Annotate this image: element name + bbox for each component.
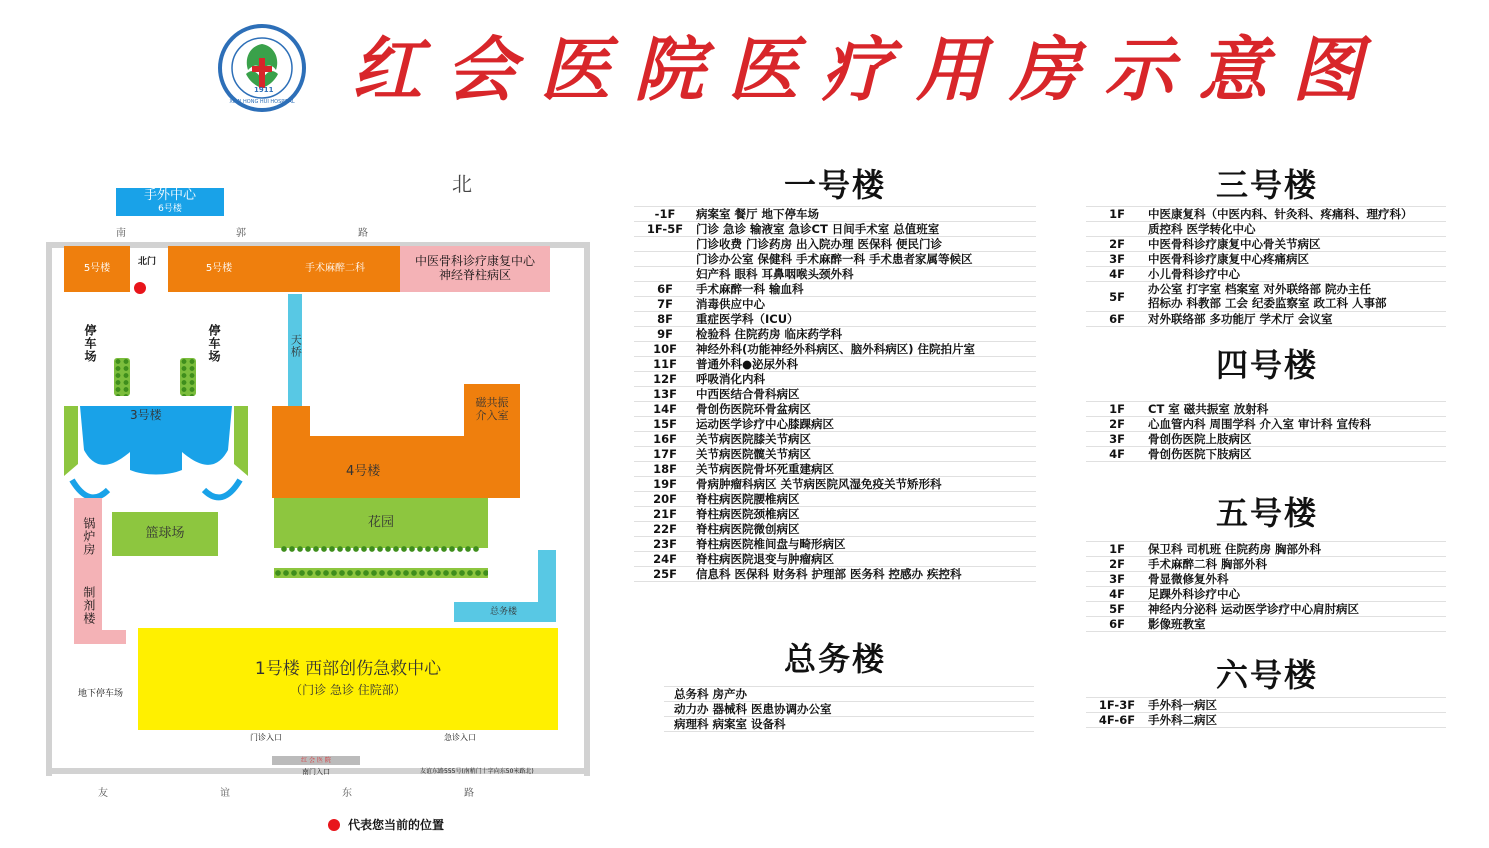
b5-directory-row xyxy=(1086,557,1446,572)
legend-marker xyxy=(328,819,340,831)
department-list: 小儿骨科诊疗中心 xyxy=(1148,267,1240,281)
b1-directory-row xyxy=(634,207,1036,222)
department-list: 中西医结合骨科病区 xyxy=(696,387,800,401)
department-list: 中医骨科诊疗康复中心骨关节病区 xyxy=(1148,237,1321,251)
floor-label: 13F xyxy=(653,387,677,401)
department-list: 关节病医院膝关节病区 xyxy=(696,432,811,446)
page-title: 红会医院医疗用房示意图 xyxy=(352,28,1386,111)
floor-label: 2F xyxy=(1109,557,1125,571)
department-list: 质控科 医学转化中心 xyxy=(1148,222,1256,236)
b1-directory-row xyxy=(634,552,1036,567)
floor-label xyxy=(634,267,696,281)
floor-label: 3F xyxy=(1109,252,1125,266)
floor-label: 3F xyxy=(1109,432,1125,446)
floor-label xyxy=(634,237,696,251)
boiler-label: 锅炉房 xyxy=(81,517,96,556)
address-label: 友谊东路555号(南稍门十字向东50米路北) xyxy=(420,768,534,775)
department-list: 对外联络部 多功能厅 学术厅 会议室 xyxy=(1148,312,1333,326)
department-list: 保卫科 司机班 住院药房 胸部外科 xyxy=(1148,542,1322,556)
b4-directory-row xyxy=(1086,432,1446,447)
building-3 xyxy=(64,406,248,502)
logo-year: 1911 xyxy=(254,86,274,94)
legend-label: 代表您当前的位置 xyxy=(348,818,445,832)
south-road-char-2: 谊 xyxy=(220,788,230,799)
general-directory-row xyxy=(664,702,1034,717)
department-list: 影像班教室 xyxy=(1148,617,1206,631)
department-list: 心血管内科 周围学科 介入室 审计科 宣传科 xyxy=(1148,417,1372,431)
floor-label: 14F xyxy=(653,402,677,416)
building-3-label: 3号楼 xyxy=(130,408,162,422)
floor-label: 8F xyxy=(657,312,673,326)
b1-directory-row xyxy=(634,357,1036,372)
floor-label: 21F xyxy=(653,507,677,521)
b1-directory-row xyxy=(634,297,1036,312)
floor-label: 12F xyxy=(653,372,677,386)
b1-directory-row xyxy=(634,522,1036,537)
pink-link xyxy=(102,630,126,644)
building-1-sub: （门诊 急诊 住院部） xyxy=(290,682,406,697)
department-list: 普通外科●泌尿外科 xyxy=(696,357,799,371)
b3-directory-row xyxy=(1086,252,1446,267)
north-gate-label: 北门 xyxy=(138,257,157,267)
current-location-marker xyxy=(134,282,146,294)
parking-right-label: 停车场 xyxy=(207,324,221,363)
department-list: 门诊办公室 保健科 手术麻醉一科 手术患者家属等候区 xyxy=(696,252,973,266)
south-road-char-4: 路 xyxy=(464,788,474,799)
building-1-label: 1号楼 西部创伤急救中心 xyxy=(254,659,442,680)
floor-label: 16F xyxy=(653,432,677,446)
b4-directory-row xyxy=(1086,417,1446,432)
department-list: 足踝外科诊疗中心 xyxy=(1148,587,1240,601)
hedge-right xyxy=(180,358,196,396)
department-list: 脊柱病医院微创病区 xyxy=(696,522,800,536)
b5-directory-row xyxy=(1086,572,1446,587)
department-list: 病理科 病案室 设备科 xyxy=(674,717,786,731)
b3-directory-row xyxy=(1086,207,1446,222)
b4-title: 四号楼 xyxy=(1216,346,1319,384)
floor-label: 4F xyxy=(1109,587,1125,601)
parking-left-label: 停车场 xyxy=(83,324,97,363)
b5-title: 五号楼 xyxy=(1216,494,1319,532)
floor-label: 17F xyxy=(653,447,677,461)
general-title: 总务楼 xyxy=(784,640,887,678)
skybridge-label: 天桥 xyxy=(289,334,303,358)
general-directory-row xyxy=(664,717,1034,732)
floor-label: 1F xyxy=(1109,542,1125,556)
department-list: 脊柱病医院退变与肿瘤病区 xyxy=(696,552,834,566)
b1-directory-row xyxy=(634,477,1036,492)
b6-directory-row xyxy=(1086,713,1446,728)
tcm-ortho-building xyxy=(400,246,550,292)
b3-directory-row xyxy=(1086,237,1446,252)
spine-label: 神经脊柱病区 xyxy=(438,268,511,282)
floor-label: 22F xyxy=(653,522,677,536)
department-list: 呼吸消化内科 xyxy=(696,372,765,386)
north-indicator: 北 xyxy=(452,172,472,196)
underground-parking-label: 地下停车场 xyxy=(78,689,124,699)
floor-label: 23F xyxy=(653,537,677,551)
b1-directory-row xyxy=(634,402,1036,417)
b1-directory-row xyxy=(634,492,1036,507)
b4-directory xyxy=(1086,401,1446,462)
floor-label: -1F xyxy=(654,207,676,221)
floor-label: 6F xyxy=(1109,617,1125,631)
b1-directory-row xyxy=(634,417,1036,432)
department-list: 重症医学科（ICU） xyxy=(696,312,799,326)
south-road-char-3: 东 xyxy=(342,788,352,799)
floor-label: 24F xyxy=(653,552,677,566)
b1-directory-row xyxy=(634,537,1036,552)
b1-directory-row xyxy=(634,282,1036,297)
hand-center-sub: 6号楼 xyxy=(158,204,182,215)
department-list: 手外科二病区 xyxy=(1148,713,1217,727)
department-list: 手术麻醉二科 胸部外科 xyxy=(1148,557,1268,571)
bush-row-1 xyxy=(280,544,480,554)
b1-directory-row xyxy=(634,237,1036,252)
department-list xyxy=(1148,282,1446,311)
hand-center-building xyxy=(116,188,224,216)
department-list: 脊柱病医院腰椎病区 xyxy=(696,492,800,506)
north-road-char-1: 南 xyxy=(116,228,126,239)
floor-label: 5F xyxy=(1109,602,1125,616)
b1-title: 一号楼 xyxy=(784,166,887,204)
department-list: 运动医学诊疗中心膝踝病区 xyxy=(696,417,834,431)
b4-directory-row xyxy=(1086,447,1446,462)
department-list: 门诊 急诊 输液室 急诊CT 日间手术室 总值班室 xyxy=(696,222,940,236)
department-list: 脊柱病医院椎间盘与畸形病区 xyxy=(696,537,846,551)
b3-title: 三号楼 xyxy=(1216,166,1319,204)
campus-map xyxy=(44,160,596,840)
department-list: 骨创伤医院上肢病区 xyxy=(1148,432,1252,446)
department-list: 脊柱病医院颈椎病区 xyxy=(696,507,800,521)
floor-label: 9F xyxy=(657,327,673,341)
garden-label: 花园 xyxy=(367,515,394,530)
floor-label: 1F-3F xyxy=(1098,698,1136,712)
b1-directory-row xyxy=(634,432,1036,447)
b1-directory-row xyxy=(634,222,1036,237)
floor-label: 4F xyxy=(1109,447,1125,461)
mri-label: 磁共振 xyxy=(475,396,509,410)
intervention-label: 介入室 xyxy=(475,409,509,422)
department-list: 骨创伤医院下肢病区 xyxy=(1148,447,1252,461)
general-directory-row xyxy=(664,687,1034,702)
department-list: 骨病肿瘤科病区 关节病医院风湿免疫关节矫形科 xyxy=(696,477,942,491)
department-list: 骨创伤医院环骨盆病区 xyxy=(696,402,811,416)
general-affairs-building xyxy=(454,550,556,622)
department-line: 招标办 科教部 工会 纪委监察室 政工科 人事部 xyxy=(1148,296,1387,310)
department-list: 中医康复科（中医内科、针灸科、疼痛科、理疗科） xyxy=(1148,207,1413,221)
hospital-logo xyxy=(216,24,308,112)
department-list: 总务科 房产办 xyxy=(674,687,748,701)
b3-directory-row xyxy=(1086,222,1446,237)
floor-label: 5F xyxy=(1109,290,1125,304)
floor-label xyxy=(1086,222,1148,236)
floor-label: 4F xyxy=(1109,267,1125,281)
general-affairs-label: 总务楼 xyxy=(490,607,518,617)
department-list: 骨显微修复外科 xyxy=(1148,572,1229,586)
b5-directory xyxy=(1086,541,1446,632)
floor-label: 3F xyxy=(1109,572,1125,586)
south-gate-sign: 红 会 医 院 xyxy=(272,756,360,765)
floor-label: 6F xyxy=(1109,312,1125,326)
b6-directory-row xyxy=(1086,698,1446,713)
department-list: CT 室 磁共振室 放射科 xyxy=(1148,402,1269,416)
b1-directory-row xyxy=(634,462,1036,477)
building-4-label: 4号楼 xyxy=(346,464,381,479)
building-5-left: 5号楼 xyxy=(64,246,130,292)
north-road-char-2: 郭 xyxy=(236,228,246,239)
b4-directory-row xyxy=(1086,402,1446,417)
floor-label xyxy=(634,252,696,266)
floor-label: 1F xyxy=(1109,402,1125,416)
b1-directory-row xyxy=(634,327,1036,342)
department-list: 关节病医院髋关节病区 xyxy=(696,447,811,461)
department-list: 神经外科(功能神经外科病区、脑外科病区) 住院拍片室 xyxy=(696,342,976,356)
hedge-left xyxy=(114,358,130,396)
b1-directory-row xyxy=(634,567,1036,582)
department-list: 关节病医院骨坏死重建病区 xyxy=(696,462,834,476)
wall-east xyxy=(584,242,590,776)
general-directory xyxy=(664,686,1034,732)
b3-directory-row xyxy=(1086,312,1446,327)
b1-directory-row xyxy=(634,507,1036,522)
department-list: 手术麻醉一科 输血科 xyxy=(696,282,804,296)
floor-label: 11F xyxy=(653,357,677,371)
department-list: 检验科 住院药房 临床药学科 xyxy=(696,327,843,341)
garden xyxy=(274,498,488,548)
b5-directory-row xyxy=(1086,602,1446,617)
skybridge xyxy=(288,294,302,408)
floor-label: 4F-6F xyxy=(1098,713,1136,727)
south-gate-label: 南门入口 xyxy=(302,768,330,776)
b5-directory-row xyxy=(1086,542,1446,557)
floor-label: 10F xyxy=(653,342,677,356)
b3-directory-row xyxy=(1086,267,1446,282)
pharmacy-prep-label: 制剂楼 xyxy=(81,586,96,625)
department-list: 动力办 器械科 医患协调办公室 xyxy=(674,702,832,716)
b6-directory xyxy=(1086,697,1446,728)
building-1 xyxy=(138,628,558,730)
b1-directory-row xyxy=(634,312,1036,327)
department-list: 神经内分泌科 运动医学诊疗中心肩肘病区 xyxy=(1148,602,1360,616)
boiler-pharmacy-building xyxy=(74,498,102,644)
floor-label: 1F xyxy=(1109,207,1125,221)
basketball-court: 篮球场 xyxy=(112,512,218,556)
floor-label: 25F xyxy=(653,567,677,581)
wall-west xyxy=(46,242,52,776)
b5-directory-row xyxy=(1086,617,1446,632)
b1-directory-row xyxy=(634,267,1036,282)
department-list: 门诊收费 门诊药房 出入院办理 医保科 便民门诊 xyxy=(696,237,943,251)
floor-label: 7F xyxy=(657,297,673,311)
b6-title: 六号楼 xyxy=(1216,656,1319,694)
department-list: 妇产科 眼科 耳鼻咽喉头颈外科 xyxy=(696,267,854,281)
floor-label: 1F-5F xyxy=(646,222,684,236)
floor-label: 15F xyxy=(653,417,677,431)
b3-directory xyxy=(1086,206,1446,327)
department-list: 病案室 餐厅 地下停车场 xyxy=(696,207,820,221)
logo-name: XIAN HONG HUI HOSPITAL xyxy=(229,99,295,105)
b1-directory-row xyxy=(634,447,1036,462)
b1-directory xyxy=(634,206,1036,582)
b1-directory-row xyxy=(634,372,1036,387)
anesthesia-2-building: 手术麻醉二科 xyxy=(270,246,400,292)
floor-label: 6F xyxy=(657,282,673,296)
department-list: 消毒供应中心 xyxy=(696,297,765,311)
b3-directory-row xyxy=(1086,282,1446,312)
floor-label: 2F xyxy=(1109,417,1125,431)
b5-directory-row xyxy=(1086,587,1446,602)
hand-center-label: 手外中心 xyxy=(143,188,196,204)
tcm-ortho-label: 中医骨科诊疗康复中心 xyxy=(414,254,535,269)
floor-label: 2F xyxy=(1109,237,1125,251)
department-list: 手外科一病区 xyxy=(1148,698,1217,712)
legend xyxy=(328,816,444,833)
building-4 xyxy=(272,406,520,498)
floor-label: 19F xyxy=(653,477,677,491)
floor-label: 18F xyxy=(653,462,677,476)
department-list: 信息科 医保科 财务科 护理部 医务科 控感办 疾控科 xyxy=(696,567,962,581)
b1-directory-row xyxy=(634,387,1036,402)
building-5-right: 5号楼 xyxy=(168,246,270,292)
b1-directory-row xyxy=(634,342,1036,357)
floor-label: 20F xyxy=(653,492,677,506)
north-road-char-3: 路 xyxy=(358,228,368,239)
emergency-entry-label: 急诊入口 xyxy=(444,733,476,742)
b1-directory-row xyxy=(634,252,1036,267)
south-road-char-1: 友 xyxy=(98,788,108,799)
department-line: 办公室 打字室 档案室 对外联络部 院办主任 xyxy=(1148,282,1372,296)
clinic-entry-label: 门诊入口 xyxy=(250,733,282,742)
department-list: 中医骨科诊疗康复中心疼痛病区 xyxy=(1148,252,1309,266)
